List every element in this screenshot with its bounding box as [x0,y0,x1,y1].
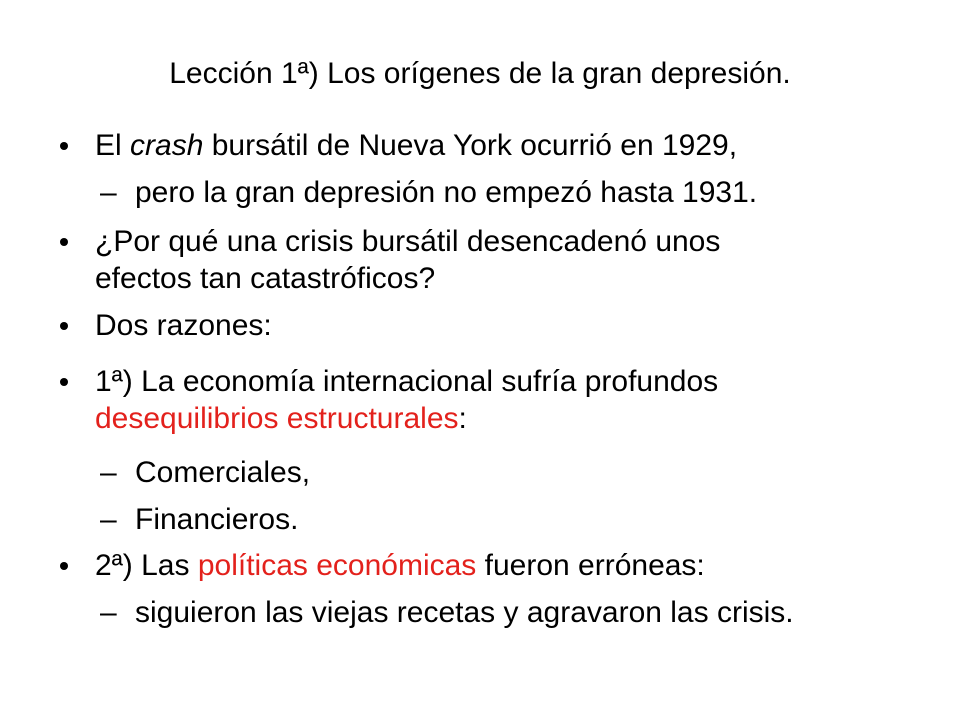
bullet-text: Dos razones: [95,309,272,342]
sub-bullet-dash: – [100,456,117,489]
highlighted-text: desequilibrios estructurales [95,402,459,435]
sub-bullet-text: siguieron las viejas recetas y agravaron las crisis. [135,596,794,629]
bullet-text-continuation [95,399,467,439]
bullet-text [95,546,705,586]
sub-bullet-text: Financieros. [135,503,299,536]
bullet-text-pre: 2ª) Las [95,549,198,582]
sub-bullet-dash: – [100,503,117,536]
bullet-text: 1ª) La economía internacional sufría profundos [95,365,719,398]
bullet-text-pre: El [95,129,131,162]
bullet-text-post: bursátil de Nueva York ocurrió en 1929, [203,129,738,162]
bullet-dot [60,562,68,570]
bullet-text-post: : [458,402,467,435]
bullet-dot [60,322,68,330]
slide-title: Lección 1ª) Los orígenes de la gran depresión. [169,57,791,90]
highlighted-text: políticas económicas [197,549,477,582]
sub-bullet-dash: – [100,176,117,209]
bullet-dot [60,238,68,246]
bullet-text: ¿Por qué una crisis bursátil desencadenó unos [95,225,721,258]
bullet-text-continuation: efectos tan catastróficos? [95,262,436,295]
sub-bullet-text: pero la gran depresión no empezó hasta 1931. [135,176,758,209]
bullet-dot [60,378,68,386]
bullet-text-italic: crash [130,129,204,162]
bullet-dot [60,142,68,150]
sub-bullet-dash: – [100,596,117,629]
sub-bullet-text: Comerciales, [135,456,311,489]
bullet-text [95,126,737,166]
bullet-text-post: fueron erróneas: [476,549,705,582]
